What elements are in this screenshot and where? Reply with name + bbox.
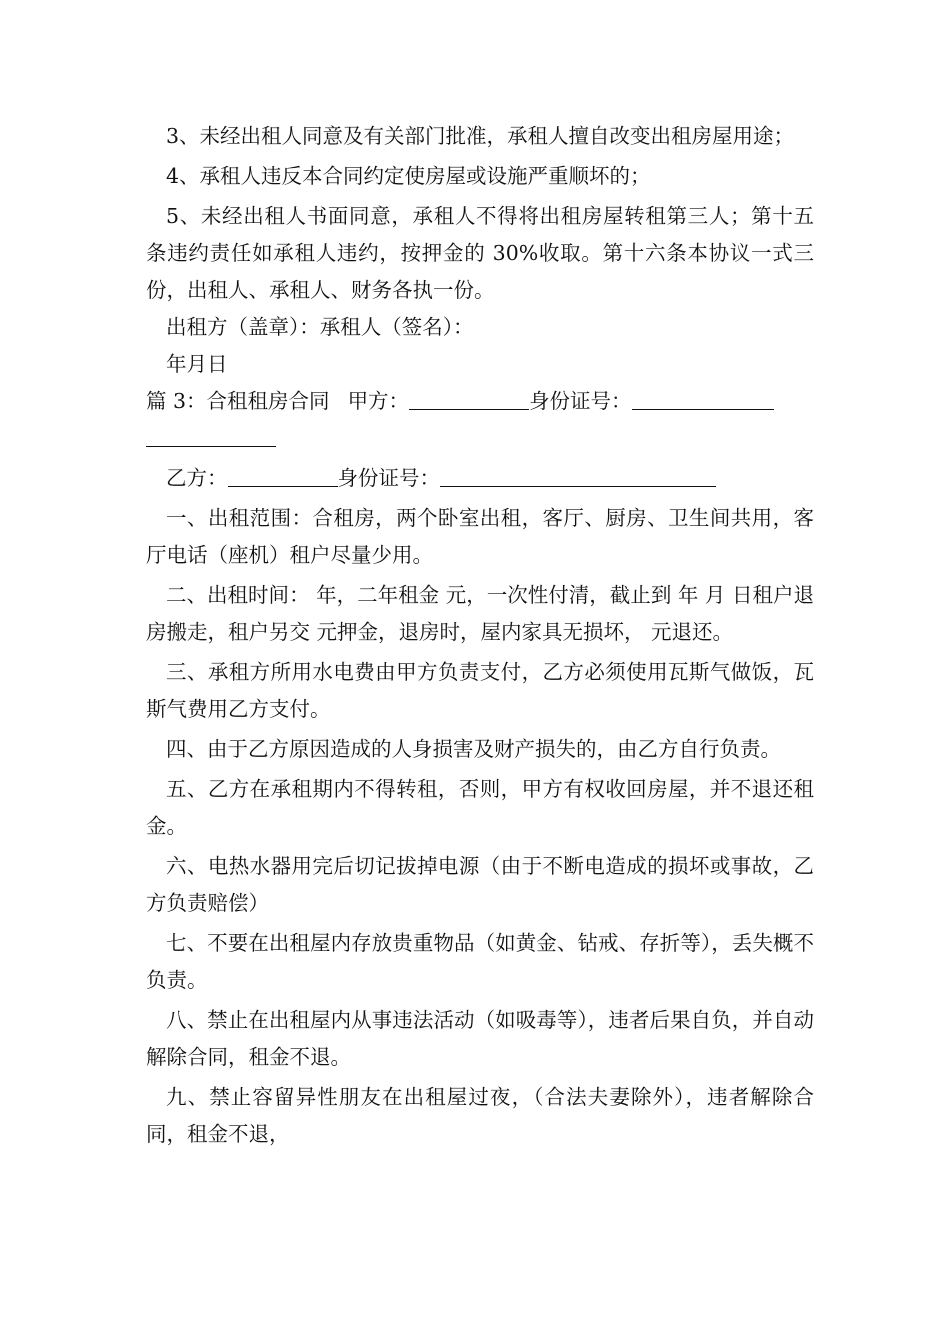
article-6: 六、电热水器用完后切记拔掉电源（由于不断电造成的损坏或事故，乙方负责赔偿）	[146, 854, 814, 915]
id-b-blank	[440, 467, 716, 487]
article-2: 二、出租时间： 年，二年租金 元，一次性付清，截止到 年 月 日租户退房搬走，租户另交 元押金，退房时，屋内家具无损坏， 元退还。	[146, 583, 814, 644]
article-1: 一、出租范围：合租房，两个卧室出租，客厅、厨房、卫生间共用，客厅电话（座机）租户尽量少用。	[146, 506, 814, 567]
article-5: 五、乙方在承租期内不得转租，否则，甲方有权收回房屋，并不退还租金。	[146, 777, 814, 838]
article-8: 八、禁止在出租屋内从事违法活动（如吸毒等），违者后果自负，并自动解除合同，租金不退。	[146, 1008, 814, 1069]
id-label-b: 身份证号：	[337, 466, 440, 490]
document-body	[146, 118, 814, 1153]
party-b-blank	[228, 467, 338, 487]
party-a-blank	[409, 390, 529, 410]
party-b-label: 乙方：	[166, 466, 228, 490]
date-line: 年月日	[166, 352, 228, 376]
section-3-header	[146, 383, 814, 457]
id-label-a: 身份证号：	[529, 389, 632, 413]
clause-4: 4、承租人违反本合同约定使房屋或设施严重顺坏的；	[166, 164, 651, 188]
party-b-line	[146, 460, 814, 497]
article-9: 九、禁止容留异性朋友在出租屋过夜，（合法夫妻除外），违者解除合同，租金不退，	[146, 1085, 814, 1146]
clause-3: 3、未经出租人同意及有关部门批准，承租人擅自改变出租房屋用途；	[166, 124, 795, 148]
id-a-blank-continued	[146, 427, 276, 447]
id-a-blank	[632, 390, 774, 410]
clause-5: 5、未经出租人书面同意，承租人不得将出租房屋转租第三人；第十五条违约责任如承租人违约，按押金的 30%收取。第十六条本协议一式三份，出租人、承租人、财务各执一份。	[146, 204, 814, 302]
article-3: 三、承租方所用水电费由甲方负责支付，乙方必须使用瓦斯气做饭，瓦斯气费用乙方支付。	[146, 660, 814, 721]
signature-line: 出租方（盖章）：承租人（签名）：	[166, 315, 474, 339]
article-7: 七、不要在出租屋内存放贵重物品（如黄金、钻戒、存折等），丢失概不负责。	[146, 931, 814, 992]
section-3-title: 篇 3：合租租房合同	[146, 389, 330, 413]
party-a-label: 甲方：	[347, 389, 410, 413]
article-4: 四、由于乙方原因造成的人身损害及财产损失的，由乙方自行负责。	[166, 737, 781, 761]
